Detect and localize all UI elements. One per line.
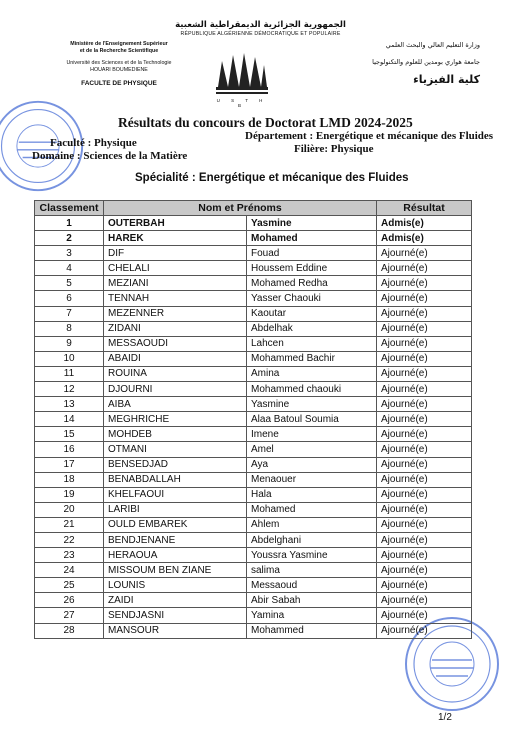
rank-cell: 13: [35, 397, 104, 412]
department-label: Département : Energétique et mécanique des Fluides: [245, 130, 494, 142]
surname-cell: MESSAOUDI: [104, 336, 247, 351]
results-table: [34, 200, 472, 639]
rank-cell: 6: [35, 291, 104, 306]
surname-cell: LARIBI: [104, 502, 247, 517]
table-row: [35, 457, 472, 472]
firstname-cell: Lahcen: [247, 336, 377, 351]
rank-cell: 12: [35, 382, 104, 397]
firstname-cell: Messaoud: [247, 578, 377, 593]
header-republic-arabic: الجمهورية الجزائرية الديمقراطية الشعبية: [175, 20, 346, 30]
result-cell: Ajourné(e): [377, 578, 472, 593]
result-cell: Ajourné(e): [377, 306, 472, 321]
table-row: [35, 412, 472, 427]
rank-cell: 21: [35, 517, 104, 532]
table-row: [35, 397, 472, 412]
firstname-cell: Abdelghani: [247, 532, 377, 547]
table-row: [35, 442, 472, 457]
surname-cell: CHELALI: [104, 261, 247, 276]
result-cell: Ajourné(e): [377, 457, 472, 472]
table-row: [35, 321, 472, 336]
rank-cell: 25: [35, 578, 104, 593]
rank-cell: 7: [35, 306, 104, 321]
specialty-label: Spécialité : Energétique et mécanique des Fluides: [135, 172, 409, 184]
rank-cell: 10: [35, 351, 104, 366]
result-cell: Ajourné(e): [377, 548, 472, 563]
result-cell: Ajourné(e): [377, 366, 472, 381]
firstname-cell: Mohammed chaouki: [247, 382, 377, 397]
rank-cell: 24: [35, 563, 104, 578]
rank-cell: 9: [35, 336, 104, 351]
table-row: [35, 366, 472, 381]
table-row: [35, 487, 472, 502]
firstname-cell: Ahlem: [247, 517, 377, 532]
surname-cell: DIF: [104, 246, 247, 261]
firstname-cell: Yasmine: [247, 216, 377, 231]
rank-cell: 19: [35, 487, 104, 502]
firstname-cell: salima: [247, 563, 377, 578]
rank-cell: 27: [35, 608, 104, 623]
header-resultat: Résultat: [377, 201, 472, 216]
table-row: [35, 563, 472, 578]
surname-cell: MEGHRICHE: [104, 412, 247, 427]
firstname-cell: Mohamed Redha: [247, 276, 377, 291]
table-row: [35, 548, 472, 563]
surname-cell: OULD EMBAREK: [104, 517, 247, 532]
logo-caption: U S T H B: [216, 98, 268, 108]
rank-cell: 16: [35, 442, 104, 457]
result-cell: Ajourné(e): [377, 427, 472, 442]
firstname-cell: Yamina: [247, 608, 377, 623]
result-cell: Ajourné(e): [377, 517, 472, 532]
rank-cell: 1: [35, 216, 104, 231]
table-row: [35, 261, 472, 276]
firstname-cell: Amina: [247, 366, 377, 381]
page-number: 1/2: [438, 712, 452, 723]
result-cell: Ajourné(e): [377, 412, 472, 427]
table-row: [35, 517, 472, 532]
table-row: [35, 246, 472, 261]
university-arabic: جامعة هواري بومدين للعلوم والتكنولوجيا: [372, 58, 480, 66]
table-row: [35, 578, 472, 593]
firstname-cell: Mohamed: [247, 502, 377, 517]
firstname-cell: Mohammed Bachir: [247, 351, 377, 366]
firstname-cell: Houssem Eddine: [247, 261, 377, 276]
result-cell: Ajourné(e): [377, 336, 472, 351]
surname-cell: HERAOUA: [104, 548, 247, 563]
table-row: [35, 291, 472, 306]
table-row: [35, 472, 472, 487]
table-row: [35, 231, 472, 246]
faculty-arabic: كلية الفيزياء: [413, 73, 480, 86]
result-cell: Ajourné(e): [377, 382, 472, 397]
firstname-cell: Hala: [247, 487, 377, 502]
rank-cell: 23: [35, 548, 104, 563]
table-row: [35, 623, 472, 638]
surname-cell: AIBA: [104, 397, 247, 412]
surname-cell: KHELFAOUI: [104, 487, 247, 502]
result-cell: Ajourné(e): [377, 442, 472, 457]
rank-cell: 20: [35, 502, 104, 517]
firstname-cell: Yasser Chaouki: [247, 291, 377, 306]
firstname-cell: Aya: [247, 457, 377, 472]
rank-cell: 8: [35, 321, 104, 336]
surname-cell: MEZIANI: [104, 276, 247, 291]
rank-cell: 28: [35, 623, 104, 638]
firstname-cell: Abdelhak: [247, 321, 377, 336]
faculty-french: FACULTE DE PHYSIQUE: [81, 80, 157, 87]
table-header-row: [35, 201, 472, 216]
document-title: Résultats du concours de Doctorat LMD 2024-2025: [118, 115, 413, 130]
table-row: [35, 351, 472, 366]
result-cell: Ajourné(e): [377, 351, 472, 366]
university-line-2: HOUARI BOUMEDIENE: [90, 67, 148, 73]
firstname-cell: Yasmine: [247, 397, 377, 412]
firstname-cell: Imene: [247, 427, 377, 442]
header-nom-prenoms: Nom et Prénoms: [104, 201, 377, 216]
surname-cell: ROUINA: [104, 366, 247, 381]
header-classement: Classement: [35, 201, 104, 216]
surname-cell: BENABDALLAH: [104, 472, 247, 487]
rank-cell: 26: [35, 593, 104, 608]
rank-cell: 15: [35, 427, 104, 442]
surname-cell: OUTERBAH: [104, 216, 247, 231]
result-cell: Ajourné(e): [377, 472, 472, 487]
surname-cell: TENNAH: [104, 291, 247, 306]
result-cell: Admis(e): [377, 216, 472, 231]
result-cell: Ajourné(e): [377, 261, 472, 276]
result-cell: Ajourné(e): [377, 397, 472, 412]
table-row: [35, 608, 472, 623]
surname-cell: ZIDANI: [104, 321, 247, 336]
firstname-cell: Mohammed: [247, 623, 377, 638]
ministry-arabic: وزارة التعليم العالي والبحث العلمي: [385, 41, 480, 49]
surname-cell: OTMANI: [104, 442, 247, 457]
result-cell: Ajourné(e): [377, 532, 472, 547]
result-cell: Ajourné(e): [377, 502, 472, 517]
rank-cell: 5: [35, 276, 104, 291]
university-line-1: Université des Sciences et de la Technologie: [66, 60, 172, 66]
surname-cell: MOHDEB: [104, 427, 247, 442]
firstname-cell: Alaa Batoul Soumia: [247, 412, 377, 427]
firstname-cell: Fouad: [247, 246, 377, 261]
rank-cell: 3: [35, 246, 104, 261]
table-row: [35, 382, 472, 397]
result-cell: Ajourné(e): [377, 563, 472, 578]
firstname-cell: Kaoutar: [247, 306, 377, 321]
domain-label: Domaine : Sciences de la Matière: [32, 150, 188, 162]
firstname-cell: Amel: [247, 442, 377, 457]
rank-cell: 11: [35, 366, 104, 381]
surname-cell: BENDJENANE: [104, 532, 247, 547]
result-cell: Ajourné(e): [377, 487, 472, 502]
rank-cell: 18: [35, 472, 104, 487]
surname-cell: MEZENNER: [104, 306, 247, 321]
result-cell: Ajourné(e): [377, 246, 472, 261]
table-row: [35, 216, 472, 231]
university-french: [34, 60, 204, 74]
surname-cell: SENDJASNI: [104, 608, 247, 623]
ministry-french: [34, 41, 204, 55]
table-row: [35, 306, 472, 321]
surname-cell: ABAIDI: [104, 351, 247, 366]
result-cell: Ajourné(e): [377, 623, 472, 638]
ministry-line-2: et de la Recherche Scientifique: [79, 48, 159, 54]
result-cell: Ajourné(e): [377, 291, 472, 306]
table-row: [35, 427, 472, 442]
rank-cell: 4: [35, 261, 104, 276]
surname-cell: LOUNIS: [104, 578, 247, 593]
table-row: [35, 532, 472, 547]
firstname-cell: Menaouer: [247, 472, 377, 487]
surname-cell: MANSOUR: [104, 623, 247, 638]
firstname-cell: Mohamed: [247, 231, 377, 246]
table-row: [35, 276, 472, 291]
surname-cell: ZAIDI: [104, 593, 247, 608]
result-cell: Ajourné(e): [377, 608, 472, 623]
surname-cell: DJOURNI: [104, 382, 247, 397]
header-republic-french: RÉPUBLIQUE ALGÉRIENNE DÉMOCRATIQUE ET POPULAIRE: [180, 31, 341, 37]
result-cell: Ajourné(e): [377, 276, 472, 291]
surname-cell: HAREK: [104, 231, 247, 246]
faculty-label: Faculté : Physique: [50, 137, 137, 149]
table-row: [35, 502, 472, 517]
surname-cell: BENSEDJAD: [104, 457, 247, 472]
table-row: [35, 336, 472, 351]
firstname-cell: Abir Sabah: [247, 593, 377, 608]
rank-cell: 22: [35, 532, 104, 547]
surname-cell: MISSOUM BEN ZIANE: [104, 563, 247, 578]
rank-cell: 14: [35, 412, 104, 427]
result-cell: Ajourné(e): [377, 593, 472, 608]
rank-cell: 2: [35, 231, 104, 246]
rank-cell: 17: [35, 457, 104, 472]
ministry-line-1: Ministère de l'Enseignement Supérieur: [70, 41, 168, 47]
usthb-logo-icon: [212, 47, 272, 97]
filiere-label: Filière: Physique: [294, 143, 374, 155]
firstname-cell: Youssra Yasmine: [247, 548, 377, 563]
result-cell: Admis(e): [377, 231, 472, 246]
result-cell: Ajourné(e): [377, 321, 472, 336]
table-row: [35, 593, 472, 608]
